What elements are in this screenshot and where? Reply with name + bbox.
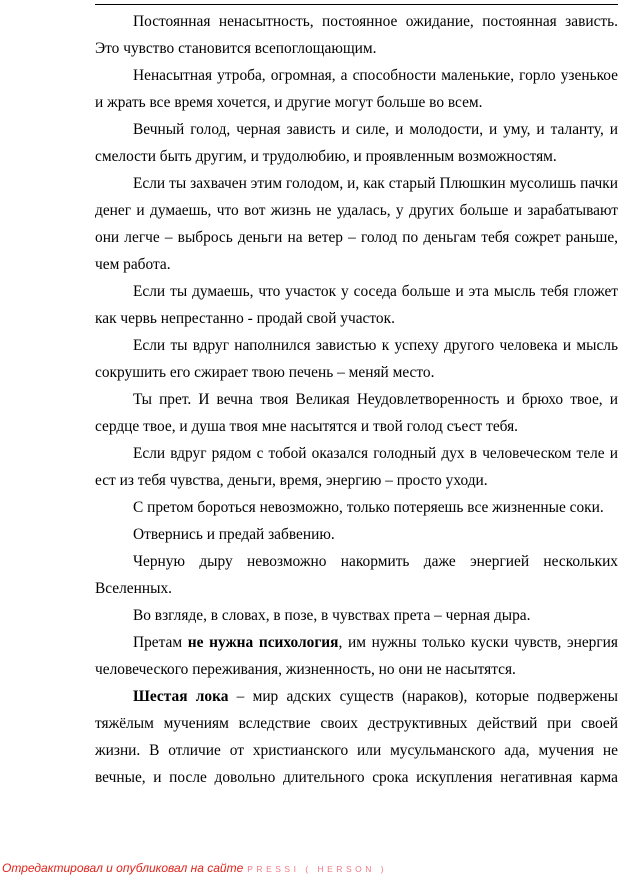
paragraph-11: Черную дыру невозможно накормить даже энергией нескольких Вселенных. xyxy=(95,553,618,597)
body-text xyxy=(95,8,618,791)
footer-credit xyxy=(2,861,387,876)
paragraph-5: Если ты думаешь, что участок у соседа больше и эта мысль тебя гложет как червь непрестанно - продай свой участок. xyxy=(95,283,618,327)
paragraph-13-bold: не нужна психология xyxy=(187,634,339,651)
footer-site-name: PRESSI ( HERSON ) xyxy=(247,864,388,874)
header-rule xyxy=(95,4,618,5)
paragraph-6: Если ты вдруг наполнился завистью к успеху другого человека и мысль сокрушить его сжирает твою печень – меняй место. xyxy=(95,337,618,381)
paragraph-10: Отвернись и предай забвению. xyxy=(133,526,335,543)
footer-credit-text: Отредактировал и опубликовал на сайте xyxy=(2,861,244,875)
paragraph-13 xyxy=(95,629,618,683)
paragraph-14-suffix: – мир адских существ (нараков), которые подвержены тяжёлым мучениям вследствие своих деструктивных действий при своей жизни. В отличие от христианского или мусульманского ада, мучения не вечные, и после довольно длительного срока искупления негативная карма xyxy=(95,688,618,786)
paragraph-1: Постоянная ненасытность, постоянное ожидание, постоянная зависть. Это чувство становится всепоглощающим. xyxy=(95,13,618,57)
paragraph-14 xyxy=(95,683,618,791)
paragraph-4: Если ты захвачен этим голодом, и, как старый Плюшкин мусолишь пачки денег и думаешь, что вот жизнь не удалась, у других больше и зарабатывают они легче – выбрось деньги на ветер – голод по деньгам тебя сожрет раньше, чем работа. xyxy=(95,175,618,273)
paragraph-13-prefix: Претам xyxy=(133,634,188,651)
paragraph-7: Ты прет. И вечна твоя Великая Неудовлетворенность и брюхо твое, и сердце твое, и душа твоя мне насытятся и твой голод съест тебя. xyxy=(95,391,618,435)
paragraph-13-suffix: , им нужны только куски чувств, энергия человеческого переживания, жизненность, но они не насытятся. xyxy=(95,634,618,678)
paragraph-14-bold: Шестая лока xyxy=(133,688,229,705)
paragraph-12: Во взгляде, в словах, в позе, в чувствах прета – черная дыра. xyxy=(133,607,531,624)
paragraph-8: Если вдруг рядом с тобой оказался голодный дух в человеческом теле и ест из тебя чувства, деньги, время, энергию – просто уходи. xyxy=(95,445,618,489)
paragraph-3: Вечный голод, черная зависть и силе, и молодости, и уму, и таланту, и смелости быть другим, и трудолюбию, и проявленным возможностям. xyxy=(95,121,618,165)
paragraph-2: Ненасытная утроба, огромная, а способности маленькие, горло узенькое и жрать все время хочется, и другие могут больше во всем. xyxy=(95,67,618,111)
paragraph-9: С претом бороться невозможно, только потеряешь все жизненные соки. xyxy=(133,499,604,516)
